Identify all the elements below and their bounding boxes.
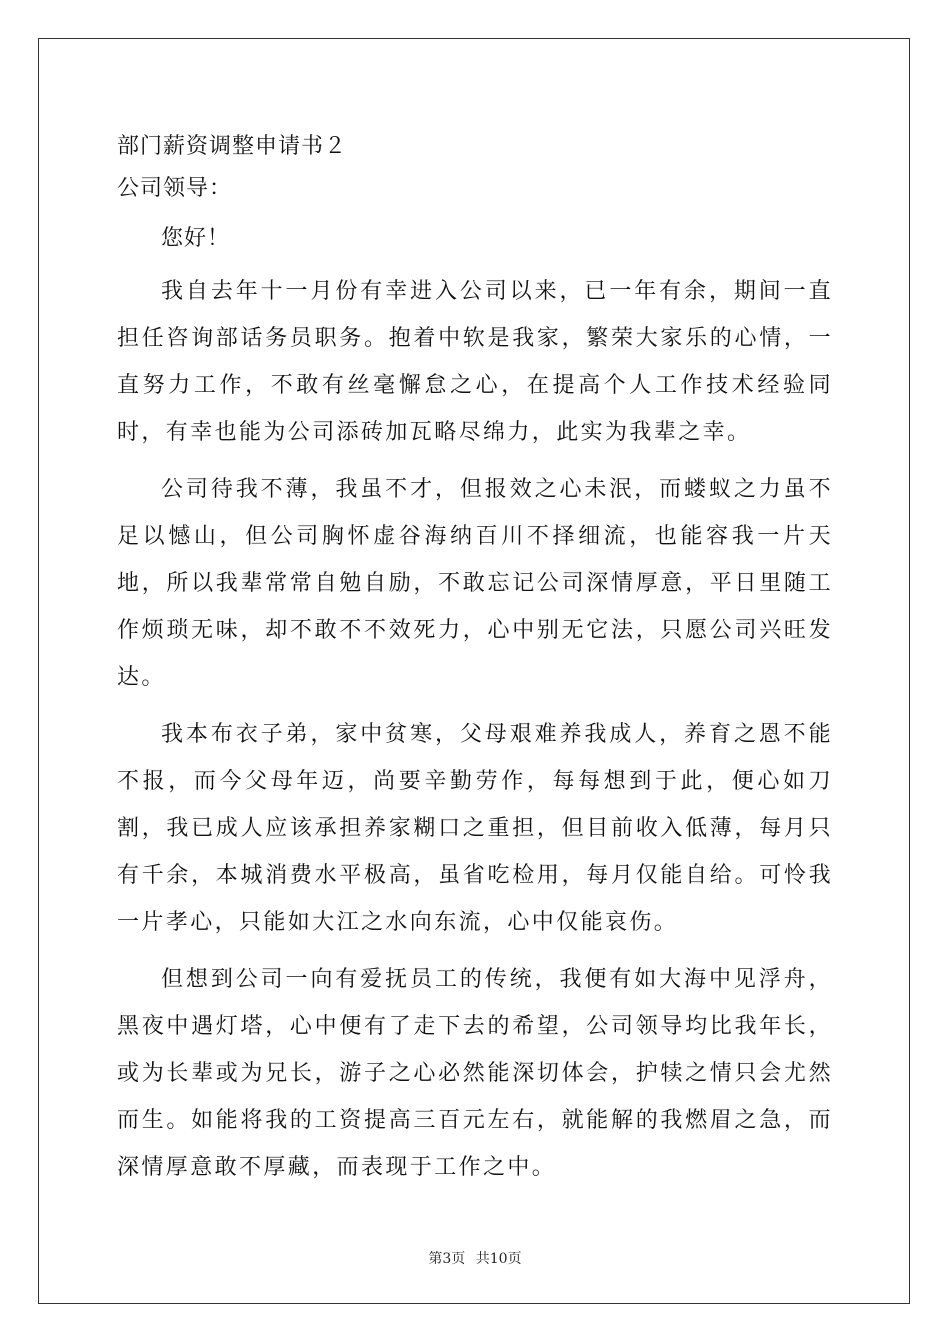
paragraph-2: 公司待我不薄，我虽不才，但报效之心未泯，而蝼蚁之力虽不足以憾山，但公司胸怀虚谷海纳百川不择细流，也能容我一片天地，所以我辈常常自勉自励，不敢忘记公司深情厚意，平日里随工作烦琐无味，却不敢不不效死力，心中别无它法，只愿公司兴旺发达。: [117, 477, 833, 690]
salutation: 公司领导：: [117, 176, 233, 201]
page-number: 第3页: [428, 1251, 466, 1267]
page-footer: [0, 1248, 950, 1268]
page-total: 共10页: [475, 1251, 522, 1267]
paragraph-3: 我本布衣子弟，家中贫寒，父母艰难养我成人，养育之恩不能不报，而今父母年迈，尚要辛勤劳作，每每想到于此，便心如刀割，我已成人应该承担养家糊口之重担，但目前收入低薄，每月只有千余，本城消费水平极高，虽省吃检用，每月仅能自给。可怜我一片孝心，只能如大江之水向东流，心中仅能哀伤。: [117, 722, 833, 935]
greeting: 您好！: [161, 226, 231, 251]
paragraph-1: 我自去年十一月份有幸进入公司以来，已一年有余，期间一直担任咨询部话务员职务。抱着中软是我家，繁荣大家乐的心情，一直努力工作，不敢有丝毫懈怠之心，在提高个人工作技术经验同时，有幸也能为公司添砖加瓦略尽绵力，此实为我辈之幸。: [117, 279, 833, 445]
document-body: [117, 128, 833, 1191]
paragraph-4: 但想到公司一向有爱抚员工的传统，我便有如大海中见浮舟，黑夜中遇灯塔，心中便有了走下去的希望，公司领导均比我年长，或为长辈或为兄长，游子之心必然能深切体会，护犊之情只会尤然而生。如能将我的工资提高三百元左右，就能解的我燃眉之急，而深情厚意敢不厚藏，而表现于工作之中。: [117, 967, 833, 1180]
document-title: 部门薪资调整申请书２: [117, 134, 348, 159]
